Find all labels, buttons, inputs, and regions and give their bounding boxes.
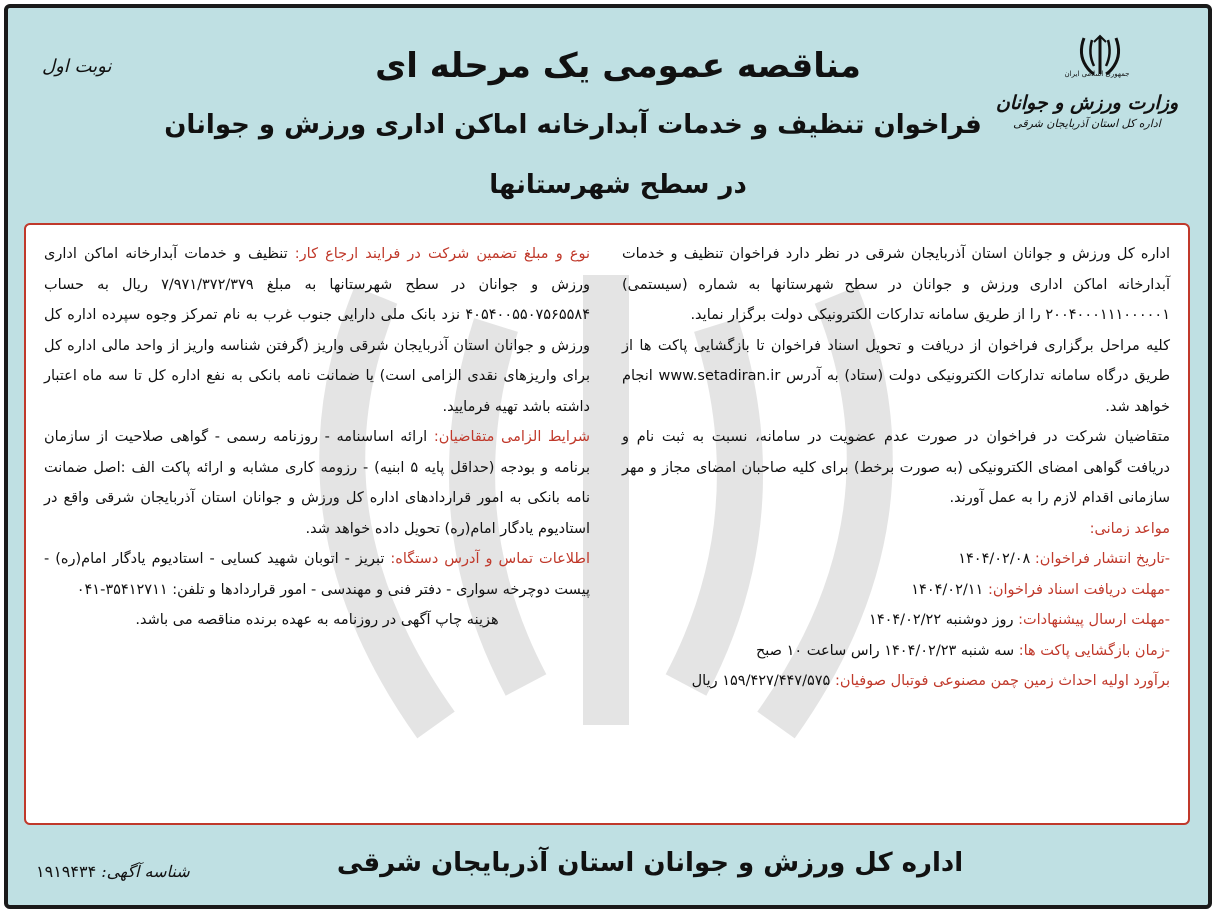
date-opening	[622, 636, 1170, 667]
date-offers-label: -مهلت ارسال پیشنهادات:	[1018, 612, 1170, 628]
contact-paragraph	[44, 544, 590, 605]
page-title: مناقصه عمومی یک مرحله ای	[375, 46, 861, 86]
date-publish-label: -تاریخ انتشار فراخوان:	[1034, 551, 1170, 567]
guarantee-label: نوع و مبلغ تضمین شرکت در فرایند ارجاع کار:	[294, 246, 590, 262]
guarantee-text-a: تنظیف و خدمات آبدارخانه اماکن اداری ورزش و جوانان	[44, 246, 590, 293]
estimate	[622, 666, 1170, 697]
conditions-label: شرایط الزامی متقاضیان:	[433, 429, 590, 445]
ad-header	[8, 8, 1204, 213]
ad-id-value: ۱۹۱۹۴۳۴	[36, 862, 97, 881]
conditions-paragraph	[44, 422, 590, 544]
contact-text: تبریز - اتوبان شهید کسایی - استادیوم یادگار امام(ره) - پیست دوچرخه سواری - دفتر فنی و مهندسی - امور قراردادها و تلفن: ۳۵۴۱۲۷۱۱-۰۴۱	[44, 551, 590, 598]
conditions-text: ارائه اساسنامه - روزنامه رسمی - گواهی صلاحیت از سازمان برنامه و بودجه (حداقل پایه ۵ ابنیه) - رزومه کاری مشابه و ارائه پاکت الف :اصل ضمانت نامه بانکی به امور قراردادهای اداره کل ورزش و جوانان استان آذربایجان شرقی واقع در استادیوم یادگار امام(ره) تحویل داده خواهد شد.	[44, 429, 590, 537]
date-publish-value: ۱۴۰۴/۰۲/۰۸	[958, 551, 1031, 567]
process-paragraph: کلیه مراحل برگزاری فراخوان از دریافت و تحویل اسناد فراخوان تا بازگشایی پاکت ها از طریق درگاه سامانه تدارکات الکترونیکی دولت (ستاد) به آدرس www.setadiran.ir انجام خواهد شد.	[622, 337, 1171, 415]
date-docs	[622, 575, 1170, 606]
footer-organization: اداره کل ورزش و جوانان استان آذربایجان شرقی	[336, 848, 964, 878]
ministry-name: وزارت ورزش و جوانان	[995, 92, 1179, 114]
guarantee-text-b: در سطح شهرستانها به مبلغ ۷/۹۷۱/۳۷۲/۳۷۹ ریال به حساب ۴۰۵۴۰۰۵۵۰۷۵۶۵۵۸۴ نزد بانک ملی دارایی جنوب غرب به نام تمرکز وجوه سپرده اداره کل ورزش و جوانان استان آذربایجان شرقی واریز (گرفتن شناسه واریز از واحد مالی اداره کل برای واریزهای نقدی الزامی است) یا ضمانت نامه بانکی به نفع اداره کل تا سه ماه اعتبار داشته باشد تهیه فرمایید.	[44, 276, 590, 415]
date-docs-label: -مهلت دریافت اسناد فراخوان:	[987, 581, 1170, 598]
dates-title: مواعد زمانی:	[1089, 520, 1170, 537]
date-opening-value: سه شنبه ۱۴۰۴/۰۲/۲۳ راس ساعت ۱۰ صبح	[755, 642, 1015, 659]
page-subtitle-2: در سطح شهرستانها	[489, 170, 747, 200]
left-column	[44, 239, 590, 636]
intro-paragraph: اداره کل ورزش و جوانان استان آذربایجان شرقی در نظر دارد فراخوان تنظیف و خدمات آبدارخانه اماکن اداری ورزش و جوانان در سطح شهرستانها به شماره (سیستمی) ۲۰۰۴۰۰۰۱۱۱۰۰۰۰۰۱ را از طریق سامانه تدارکات الکترونیکی دولت برگزار نماید.	[622, 246, 1170, 323]
page-subtitle: فراخوان تنظیف و خدمات آبدارخانه اماکن اداری ورزش و جوانان	[164, 110, 982, 140]
ad-id-label: شناسه آگهی:	[101, 862, 190, 881]
emblem-caption: جمهوری اسلامی ایران	[1064, 70, 1130, 78]
date-opening-label: -زمان بازگشایی پاکت ها:	[1018, 642, 1170, 659]
right-column	[622, 239, 1170, 697]
guarantee-paragraph	[44, 239, 590, 422]
date-offers-value: روز دوشنبه ۱۴۰۴/۰۲/۲۲	[869, 612, 1014, 628]
date-offers	[622, 605, 1170, 636]
cost-note: هزینه چاپ آگهی در روزنامه به عهده برنده مناقصه می باشد.	[135, 612, 499, 628]
estimate-label: برآورد اولیه احداث زمین چمن مصنوعی فوتبال صوفیان:	[834, 673, 1170, 689]
date-docs-value: ۱۴۰۴/۰۲/۱۱	[911, 581, 984, 598]
ministry-subtitle: اداره کل استان آذربایجان شرقی	[1013, 117, 1161, 130]
date-publish	[622, 544, 1170, 575]
ministry-logo	[992, 90, 1182, 132]
publication-turn: نوبت اول	[42, 56, 112, 77]
contact-label: اطلاعات تماس و آدرس دستگاه:	[390, 551, 590, 567]
ad-id	[36, 862, 190, 881]
ad-body	[24, 223, 1190, 825]
estimate-value: ۱۵۹/۴۲۷/۴۴۷/۵۷۵ ریال	[691, 673, 831, 689]
registration-paragraph: متقاضیان شرکت در فراخوان در صورت عدم عضویت در سامانه، نسبت به ثبت نام و دریافت گواهی امضای الکترونیکی (به صورت برخط) برای کلیه صاحبان امضای مجاز و مهر سازمانی اقدام لازم را به عمل آورند.	[622, 429, 1170, 506]
